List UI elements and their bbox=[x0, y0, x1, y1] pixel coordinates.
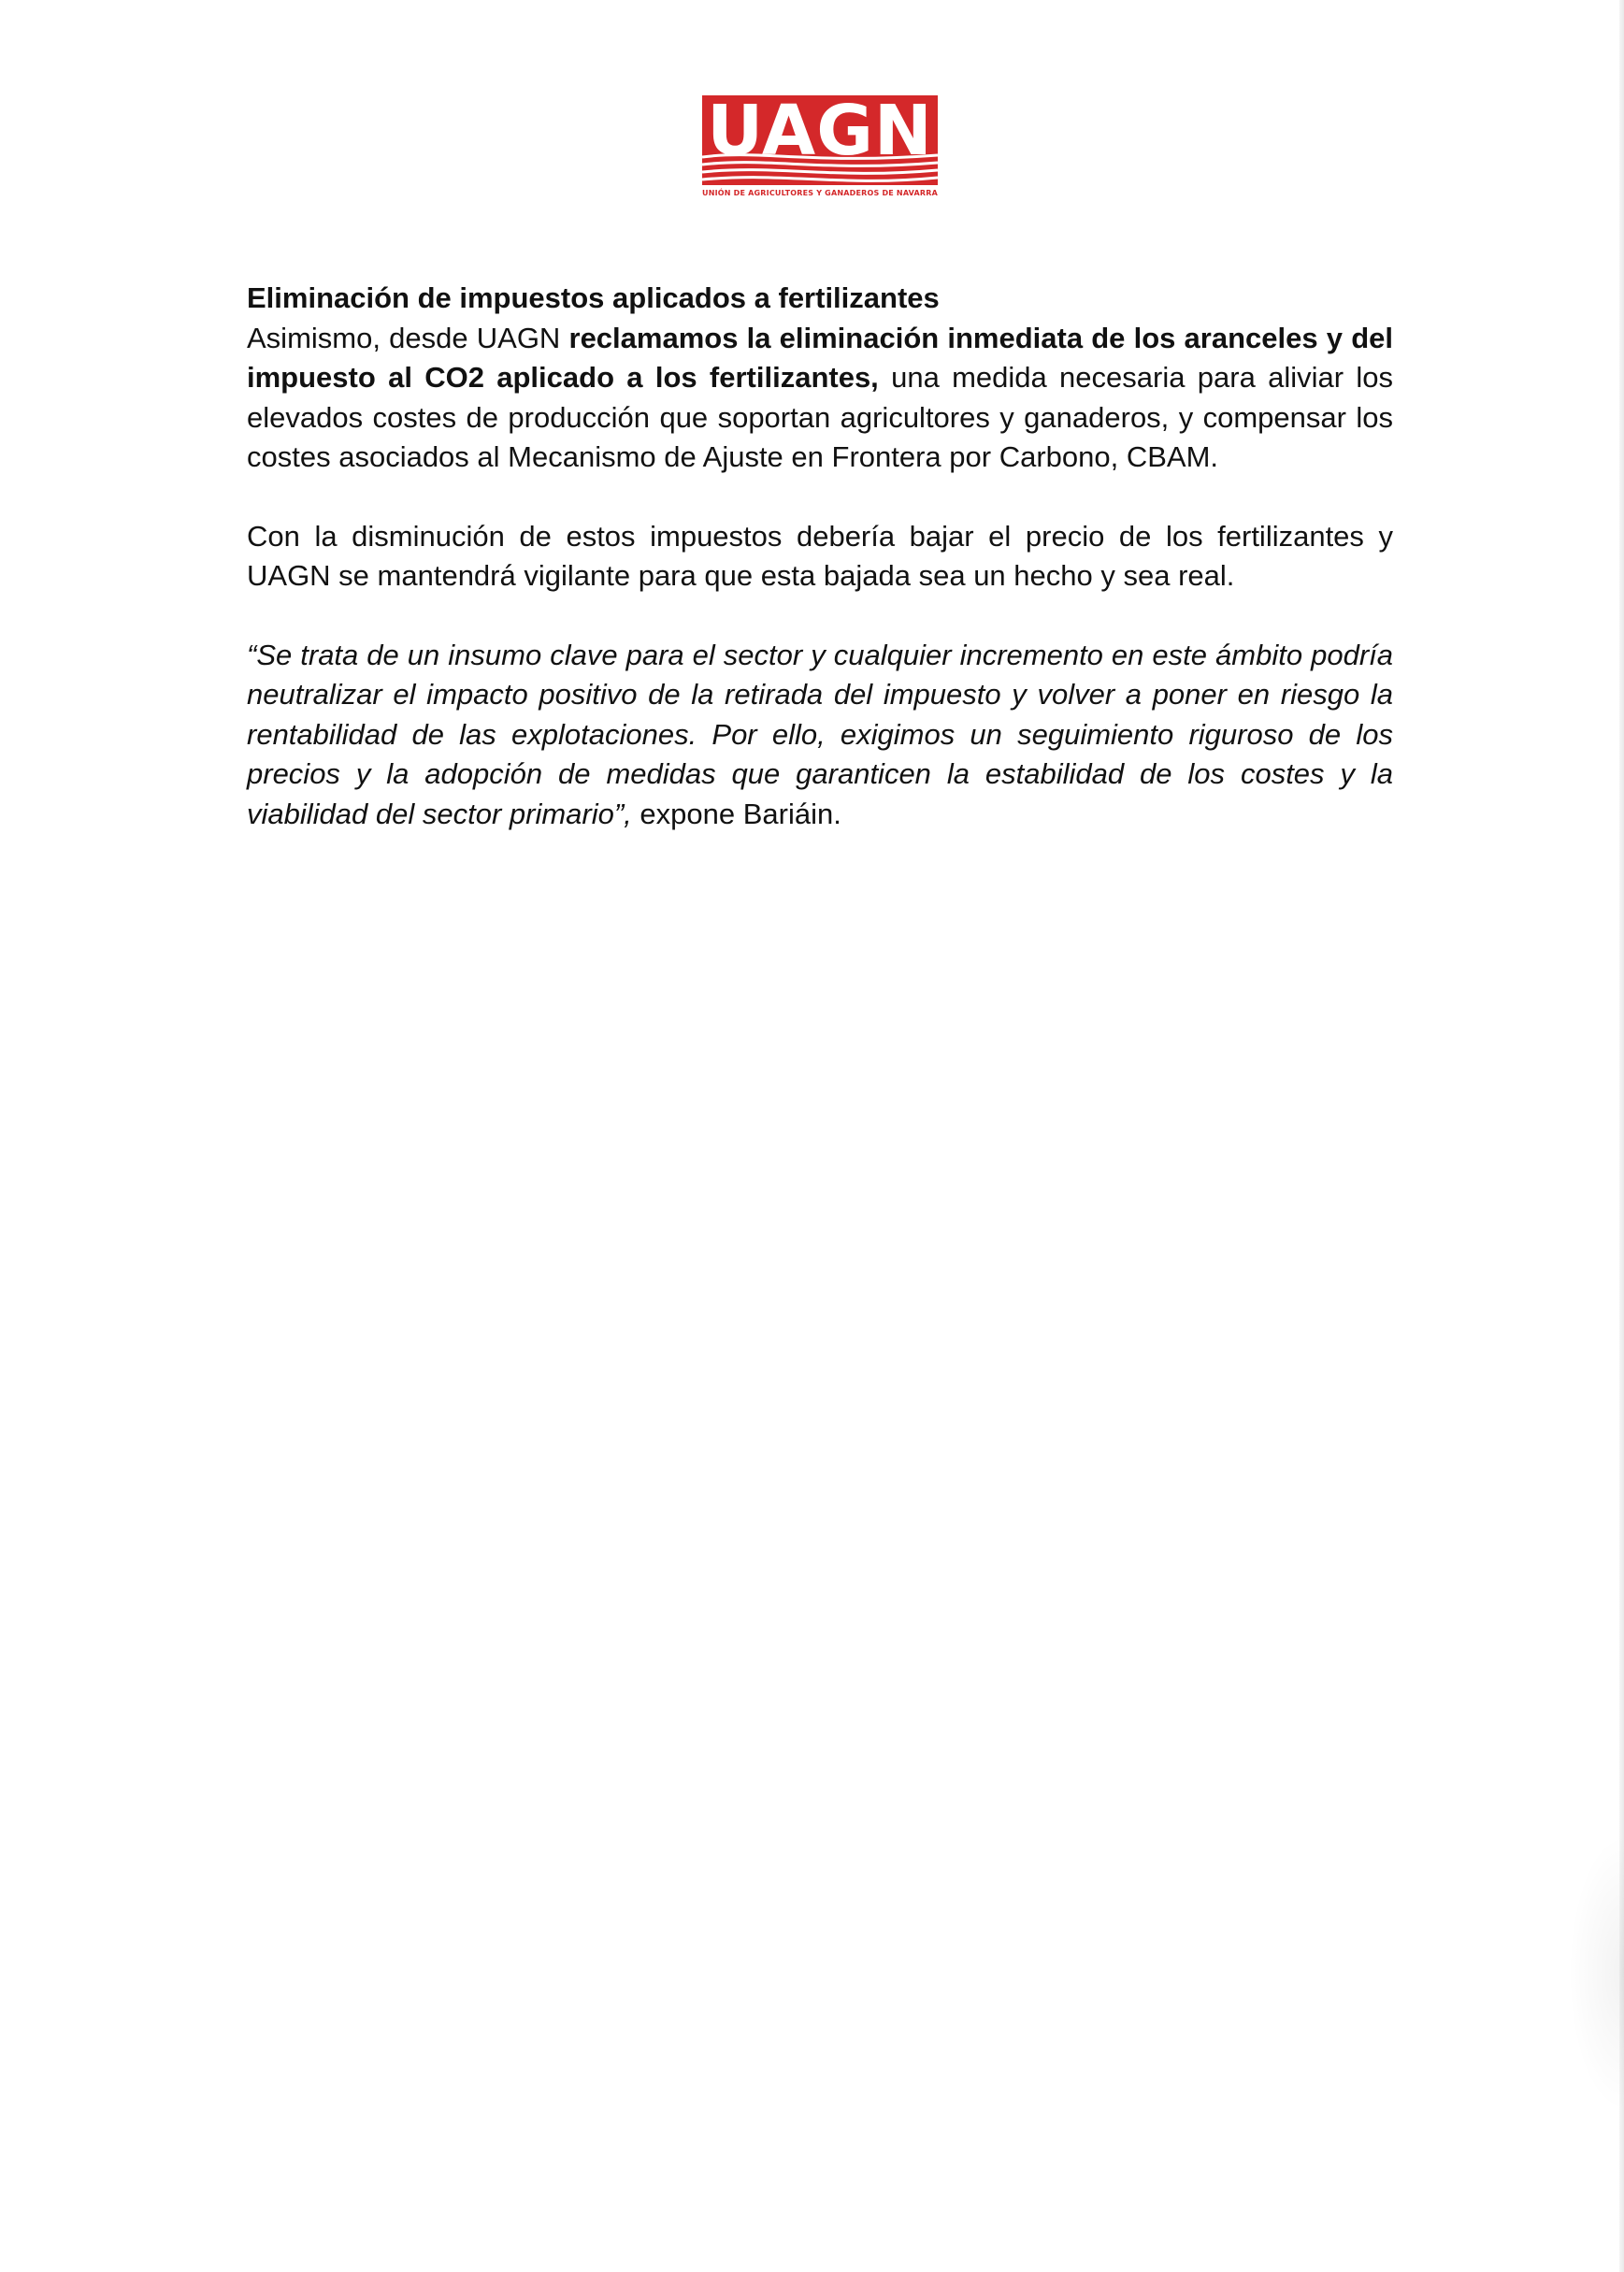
quote-paragraph bbox=[247, 636, 1393, 835]
page-shadow bbox=[1568, 1833, 1624, 2113]
article-body bbox=[247, 279, 1393, 834]
paragraph-2: Con la disminución de estos impuestos debería bajar el precio de los fertilizantes y UAGN se mantendrá vigilante para que esta bajada sea un hecho y sea real. bbox=[247, 519, 1393, 592]
section-heading: Eliminación de impuestos aplicados a fertilizantes bbox=[247, 281, 940, 314]
quote-text: “Se trata de un insumo clave para el sector y cualquier incremento en este ámbito podría neutralizar el impacto positivo de la retirada del impuesto y volver a poner en riesgo la rentabilidad de las explotaciones. Por ello, exigimos un seguimiento riguroso de los precios y la adopción de medidas que garanticen la estabilidad de los costes y la viabilidad del sector primario”, bbox=[247, 638, 1393, 830]
logo-waves-icon bbox=[702, 151, 938, 185]
uagn-logo bbox=[702, 95, 938, 203]
paragraph-1-text: Asimismo, desde UAGN bbox=[247, 321, 569, 354]
logo-tagline: UNIÓN DE AGRICULTORES Y GANADEROS DE NAVARRA bbox=[702, 189, 939, 197]
paragraph-1-emphasis: reclamamos la eliminación inmediata de los aranceles y del impuesto al CO2 aplicado a los fertilizantes, bbox=[247, 321, 1393, 394]
paragraph-1-text-end: una medida necesaria para aliviar los elevados costes de producción que soportan agricultores y ganaderos, y compensar los costes asociados al Mecanismo de Ajuste en Frontera por Carbono, CBAM. bbox=[247, 361, 1393, 473]
logo-box bbox=[702, 95, 938, 185]
quote-attribution: expone Bariáin. bbox=[631, 797, 841, 830]
logo-wordmark: UAGN bbox=[707, 95, 933, 171]
paragraph-1 bbox=[247, 319, 1393, 478]
